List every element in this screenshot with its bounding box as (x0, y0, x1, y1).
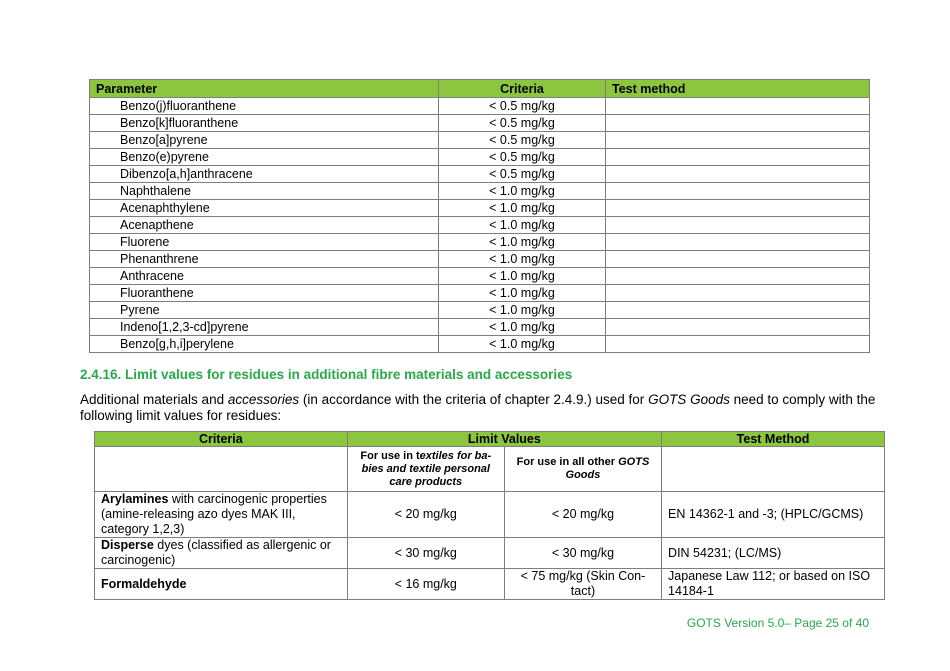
row-criteria: < 1.0 mg/kg (439, 251, 606, 268)
intro-emphasis: accessories (227, 392, 300, 407)
table-row (95, 538, 885, 569)
row-test-method (606, 285, 870, 302)
row-parameter: Fluoranthene (90, 285, 439, 302)
row-criteria: < 1.0 mg/kg (439, 200, 606, 217)
row-test-method (606, 234, 870, 251)
row-test-method (606, 183, 870, 200)
row-other-limit: < 75 mg/kg (Skin Con-tact) (504, 569, 661, 600)
subheader-other (504, 447, 661, 492)
criteria-text: dyes (classified as allergenic or carcinogenic) (101, 538, 331, 567)
table-row (95, 569, 885, 600)
row-test-method (606, 132, 870, 149)
table-row (90, 166, 870, 183)
table-row (90, 319, 870, 336)
row-textiles-limit: < 20 mg/kg (347, 492, 504, 538)
criteria-bold: Arylamines (101, 492, 169, 506)
table-header-row (95, 432, 885, 447)
subheader-empty (662, 447, 885, 492)
table-row (90, 98, 870, 115)
subheader-emphasis: GOTS Goods (565, 456, 650, 481)
header-test-method: Test method (606, 80, 870, 98)
page-footer: GOTS Version 5.0– Page 25 of 40 (686, 616, 869, 630)
row-criteria: < 1.0 mg/kg (439, 319, 606, 336)
intro-emphasis: GOTS Goods (648, 392, 730, 407)
header-criteria: Criteria (95, 432, 348, 447)
row-test-method (606, 166, 870, 183)
row-parameter: Acenapthene (90, 217, 439, 234)
table-row (90, 200, 870, 217)
row-parameter: Benzo(j)fluoranthene (90, 98, 439, 115)
row-test-method: Japanese Law 112; or based on ISO 14184-1 (662, 569, 885, 600)
row-parameter: Pyrene (90, 302, 439, 319)
table-row (90, 115, 870, 132)
row-parameter: Benzo(e)pyrene (90, 149, 439, 166)
row-textiles-limit: < 30 mg/kg (347, 538, 504, 569)
header-criteria: Criteria (439, 80, 606, 98)
row-parameter: Benzo[k]fluoranthene (90, 115, 439, 132)
row-test-method (606, 336, 870, 353)
table-row (90, 251, 870, 268)
table-subheader-row (95, 447, 885, 492)
row-test-method (606, 217, 870, 234)
row-criteria: < 1.0 mg/kg (439, 285, 606, 302)
row-criteria: < 1.0 mg/kg (439, 302, 606, 319)
criteria-bold: Disperse (101, 538, 154, 552)
row-test-method (606, 115, 870, 132)
row-other-limit: < 20 mg/kg (504, 492, 661, 538)
row-test-method (606, 302, 870, 319)
row-parameter: Dibenzo[a,h]anthracene (90, 166, 439, 183)
table-row (90, 302, 870, 319)
row-criteria (95, 569, 348, 600)
row-criteria: < 1.0 mg/kg (439, 336, 606, 353)
row-criteria: < 0.5 mg/kg (439, 98, 606, 115)
intro-text: (in accordance with the criteria of chapter 2.4.9.) used for (299, 392, 649, 407)
table-row (90, 336, 870, 353)
row-criteria: < 1.0 mg/kg (439, 234, 606, 251)
row-textiles-limit: < 16 mg/kg (347, 569, 504, 600)
row-criteria: < 1.0 mg/kg (439, 217, 606, 234)
row-parameter: Fluorene (90, 234, 439, 251)
subheader-text: For use in t (360, 449, 420, 462)
row-criteria: < 0.5 mg/kg (439, 149, 606, 166)
table-row (90, 268, 870, 285)
intro-text: Additional materials and (80, 392, 228, 407)
table-row (90, 149, 870, 166)
row-parameter: Acenaphthylene (90, 200, 439, 217)
section-heading: 2.4.16. Limit values for residues in additional fibre materials and accessories (80, 367, 573, 382)
row-parameter: Benzo[g,h,i]perylene (90, 336, 439, 353)
intro-paragraph (80, 392, 880, 424)
header-limit-values: Limit Values (347, 432, 661, 447)
subheader-empty (95, 447, 348, 492)
row-parameter: Phenanthrene (90, 251, 439, 268)
row-test-method (606, 200, 870, 217)
row-criteria: < 0.5 mg/kg (439, 132, 606, 149)
row-criteria (95, 492, 348, 538)
table-header-row (90, 80, 870, 98)
residue-limit-table (94, 431, 885, 600)
row-other-limit: < 30 mg/kg (504, 538, 661, 569)
subheader-text: For use in all other (516, 456, 619, 468)
criteria-bold: Formaldehyde (101, 576, 187, 591)
row-parameter: Benzo[a]pyrene (90, 132, 439, 149)
table-body (90, 98, 870, 353)
row-test-method (606, 319, 870, 336)
criteria-text: with carcinogenic properties (amine-releasing azo dyes MAK III, category 1,2,3) (101, 492, 327, 536)
header-test-method: Test Method (662, 432, 885, 447)
row-parameter: Indeno[1,2,3-cd]pyrene (90, 319, 439, 336)
row-criteria: < 1.0 mg/kg (439, 183, 606, 200)
intro-text: need to comply with the following limit values for residues: (80, 392, 876, 423)
row-parameter: Anthracene (90, 268, 439, 285)
table-row (90, 285, 870, 302)
table-row (90, 183, 870, 200)
subheader-textiles (347, 447, 504, 492)
row-test-method (606, 251, 870, 268)
table-row (90, 217, 870, 234)
row-parameter: Naphthalene (90, 183, 439, 200)
row-criteria (95, 538, 348, 569)
row-criteria: < 0.5 mg/kg (439, 166, 606, 183)
row-criteria: < 1.0 mg/kg (439, 268, 606, 285)
table-row (90, 234, 870, 251)
header-parameter: Parameter (90, 80, 439, 98)
row-test-method (606, 268, 870, 285)
table-row (90, 132, 870, 149)
pah-limit-table (89, 79, 870, 353)
row-criteria: < 0.5 mg/kg (439, 115, 606, 132)
row-test-method (606, 98, 870, 115)
row-test-method: DIN 54231; (LC/MS) (662, 538, 885, 569)
row-test-method (606, 149, 870, 166)
table-row (95, 492, 885, 538)
row-test-method: EN 14362-1 and -3; (HPLC/GCMS) (662, 492, 885, 538)
subheader-emphasis: extiles for ba-bies and textile personal care products (361, 449, 492, 488)
